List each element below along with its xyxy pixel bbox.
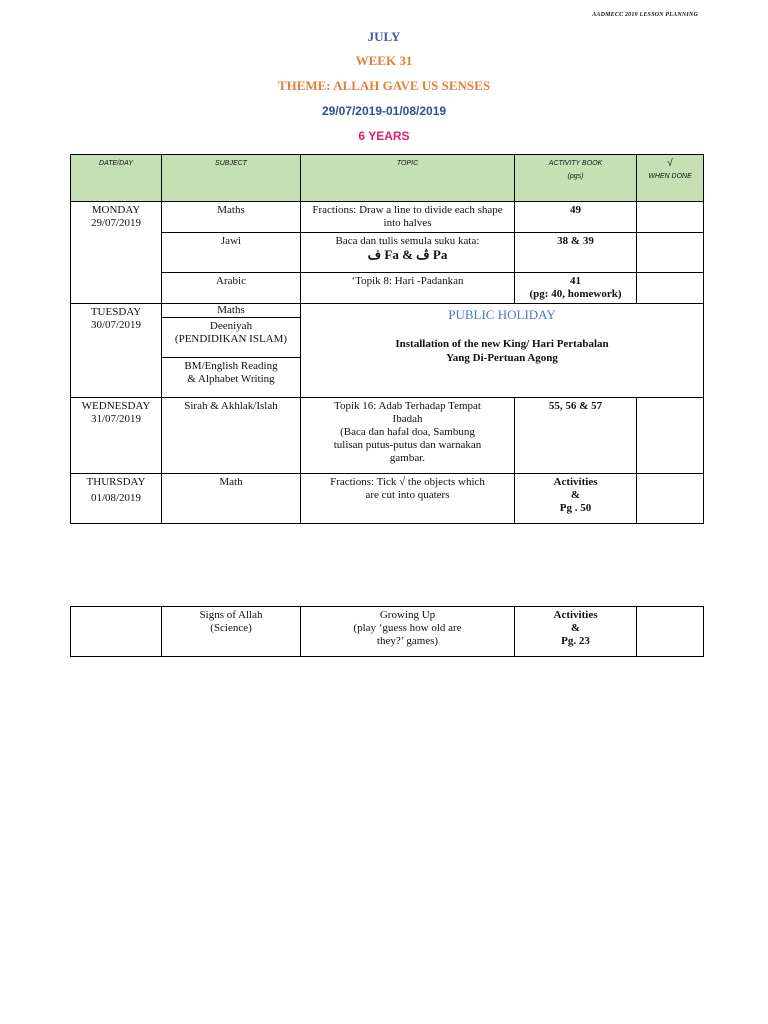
pages-line3: Pg . 50 <box>559 502 592 514</box>
day-date: 31/07/2019 <box>90 413 142 425</box>
lesson-plan-table <box>70 154 704 524</box>
pages-cell: 38 & 39 <box>515 233 637 273</box>
subject-cell <box>162 318 301 358</box>
month-title: JULY <box>367 29 401 44</box>
topic-cell <box>301 607 515 657</box>
extra-lesson-table <box>70 606 704 657</box>
day-cell-empty <box>71 607 162 657</box>
table-row <box>71 233 704 273</box>
done-cell[interactable] <box>637 202 704 233</box>
topic-cell <box>301 233 515 273</box>
day-name: TUESDAY <box>90 306 142 318</box>
col-header-topic: TOPIC <box>301 155 515 202</box>
pages-line2: & <box>570 489 581 501</box>
date-range: 29/07/2019-01/08/2019 <box>321 104 447 118</box>
subject-cell: Jawi <box>162 233 301 273</box>
col-header-date-day: DATE/DAY <box>71 155 162 202</box>
pages-cell: 49 <box>515 202 637 233</box>
subject-text: Signs of Allah <box>199 609 263 621</box>
subject-cell: Sirah & Akhlak/Islah <box>162 398 301 474</box>
activity-book-sub: (pgs) <box>567 173 584 180</box>
pages-cell <box>515 273 637 304</box>
holiday-title: PUBLIC HOLIDAY <box>448 307 556 322</box>
done-cell[interactable] <box>637 398 704 474</box>
table-row <box>71 202 704 233</box>
day-cell-thursday <box>71 474 162 524</box>
topic-extra: (Baca dan hafal doa, Sambung tulisan putus-putus dan warnakan gambar. <box>333 426 482 464</box>
day-cell-tuesday <box>71 304 162 398</box>
table-row <box>71 474 704 524</box>
day-name: MONDAY <box>91 204 141 216</box>
day-date: 29/07/2019 <box>90 217 142 229</box>
subject-extra: (Science) <box>210 622 252 634</box>
activity-book-label: ACTIVITY BOOK <box>548 160 603 167</box>
table-row <box>71 398 704 474</box>
table-row <box>71 273 704 304</box>
topic-text: Topik 16: Adab Terhadap Tempat Ibadah <box>334 400 481 425</box>
day-date: 30/07/2019 <box>90 319 142 331</box>
holiday-cell <box>301 304 704 398</box>
pages-line1: Activities <box>553 476 598 488</box>
pages-line2: & <box>570 622 581 634</box>
subject-cell: Maths <box>162 202 301 233</box>
day-cell-wednesday <box>71 398 162 474</box>
table-header-row <box>71 155 704 202</box>
topic-text: Baca dan tulis semula suku kata: <box>335 235 480 247</box>
topic-cell: Fractions: Tick √ the objects which are cut into quaters <box>301 474 515 524</box>
subject-cell: Arabic <box>162 273 301 304</box>
subject-text: Deeniyah <box>209 320 253 332</box>
pages-text: 41 <box>570 275 581 287</box>
pages-cell <box>515 474 637 524</box>
age-group: 6 YEARS <box>358 129 410 143</box>
pages-line3: Pg. 23 <box>561 635 590 647</box>
pages-cell: 55, 56 & 57 <box>515 398 637 474</box>
week-title: WEEK 31 <box>355 53 413 68</box>
topic-extra: (play ‘guess how old are they?’ games) <box>353 622 462 647</box>
check-symbol: √ <box>667 158 673 169</box>
subject-extra: & Alphabet Writing <box>187 373 275 385</box>
theme-title: THEME: ALLAH GAVE US SENSES <box>277 78 491 93</box>
holiday-description: Installation of the new King/ Hari Pertabalan Yang Di-Pertuan Agong <box>395 338 609 364</box>
subject-extra: (PENDIDIKAN ISLAM) <box>174 333 288 345</box>
topic-cell: ‘Topik 8: Hari -Padankan <box>301 273 515 304</box>
col-header-subject: SUBJECT <box>162 155 301 202</box>
done-cell[interactable] <box>637 607 704 657</box>
topic-cell <box>301 398 515 474</box>
topic-text: Growing Up <box>379 609 436 621</box>
pages-line1: Activities <box>553 609 598 621</box>
pages-extra: (pg: 40, homework) <box>529 288 622 300</box>
day-name: THURSDAY <box>86 476 146 488</box>
subject-cell <box>162 607 301 657</box>
subject-cell <box>162 358 301 398</box>
subject-text: BM/English Reading <box>184 360 278 372</box>
done-cell[interactable] <box>637 273 704 304</box>
col-header-activity-book <box>515 155 637 202</box>
table-row <box>71 607 704 657</box>
col-header-when-done <box>637 155 704 202</box>
day-name: WEDNESDAY <box>81 400 151 412</box>
topic-cell: Fractions: Draw a line to divide each shape into halves <box>301 202 515 233</box>
table-row <box>71 304 704 318</box>
day-date: 01/08/2019 <box>90 492 142 504</box>
header-note: AADMECC 2019 LESSON PLANNING <box>592 12 698 18</box>
day-cell-monday <box>71 202 162 304</box>
topic-extra: ف Fa & ڤ Pa <box>367 247 448 262</box>
subject-cell: Math <box>162 474 301 524</box>
pages-cell <box>515 607 637 657</box>
when-done-label: WHEN DONE <box>648 173 692 180</box>
done-cell[interactable] <box>637 474 704 524</box>
done-cell[interactable] <box>637 233 704 273</box>
subject-cell: Maths <box>162 304 301 318</box>
